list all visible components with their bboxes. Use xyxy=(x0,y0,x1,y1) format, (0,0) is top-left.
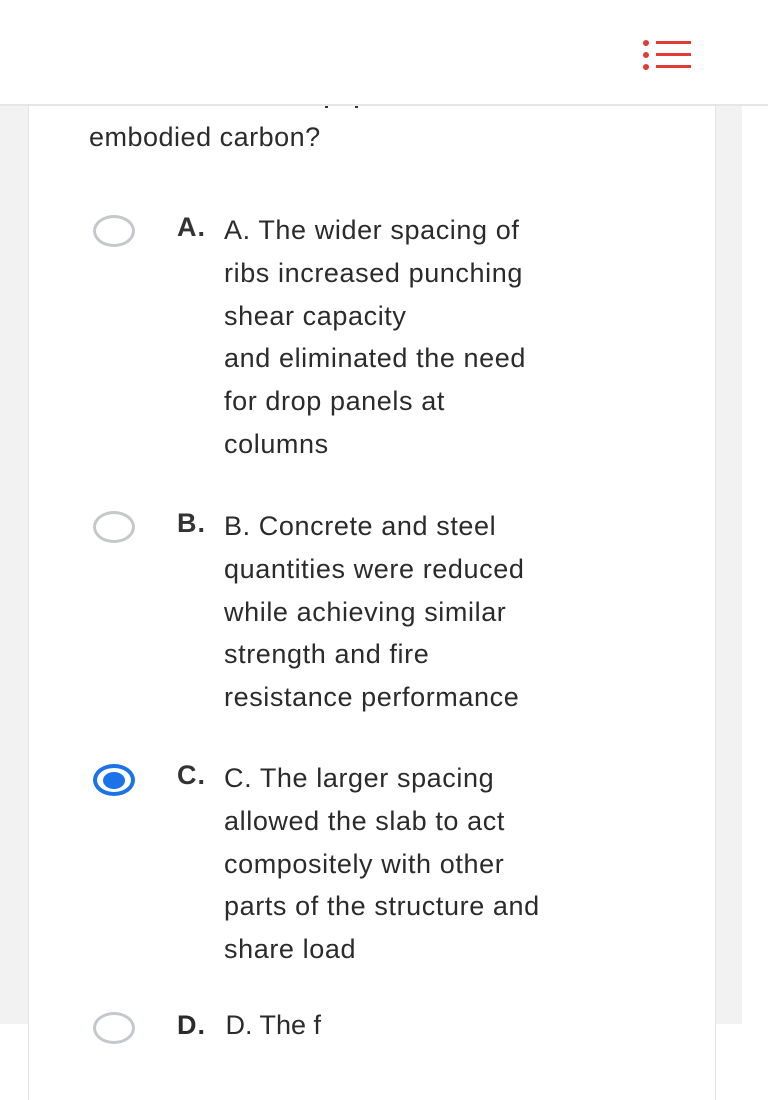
option-line: share load xyxy=(224,934,357,965)
option-line: C. The larger spacing xyxy=(224,763,495,793)
question-text: embodied carbon? xyxy=(89,122,321,152)
option-line: for drop panels at xyxy=(224,386,445,417)
option-line: while achieving similar xyxy=(224,596,507,627)
option-line: A. The wider spacing of xyxy=(224,215,520,245)
option-line: allowed the slab to act xyxy=(224,805,505,836)
option-line: D. The f xyxy=(225,1010,322,1040)
option-line: strength and fire xyxy=(224,639,430,670)
radio-a[interactable] xyxy=(93,215,135,247)
question-card xyxy=(28,0,716,1100)
option-line: ribs increased punching xyxy=(224,257,523,288)
list-menu-icon[interactable] xyxy=(640,38,694,72)
option-a-label[interactable] xyxy=(224,209,664,466)
option-line: resistance performance xyxy=(224,682,520,713)
page-gutter xyxy=(716,0,742,1024)
page-edge xyxy=(742,0,768,1024)
option-line: B. Concrete and steel xyxy=(224,511,497,541)
top-header xyxy=(0,0,768,106)
option-letter: D. xyxy=(177,1010,206,1040)
radio-d[interactable] xyxy=(93,1012,135,1044)
radio-c-selected[interactable] xyxy=(93,764,135,796)
option-line: quantities were reduced xyxy=(224,553,525,584)
option-line: columns xyxy=(224,428,329,459)
option-letter: B. xyxy=(177,508,206,538)
option-d-label[interactable] xyxy=(177,1010,321,1041)
option-line: shear capacity xyxy=(224,300,407,331)
option-b-label[interactable] xyxy=(224,505,664,719)
option-line: and eliminated the need xyxy=(224,343,527,374)
option-c-label[interactable] xyxy=(224,757,664,971)
option-line: parts of the structure and xyxy=(224,891,540,922)
option-letter: C. xyxy=(177,760,206,790)
radio-selected-dot xyxy=(103,772,125,789)
radio-b[interactable] xyxy=(93,511,135,543)
option-line: compositely with other xyxy=(224,848,505,879)
option-letter: A. xyxy=(177,212,206,242)
